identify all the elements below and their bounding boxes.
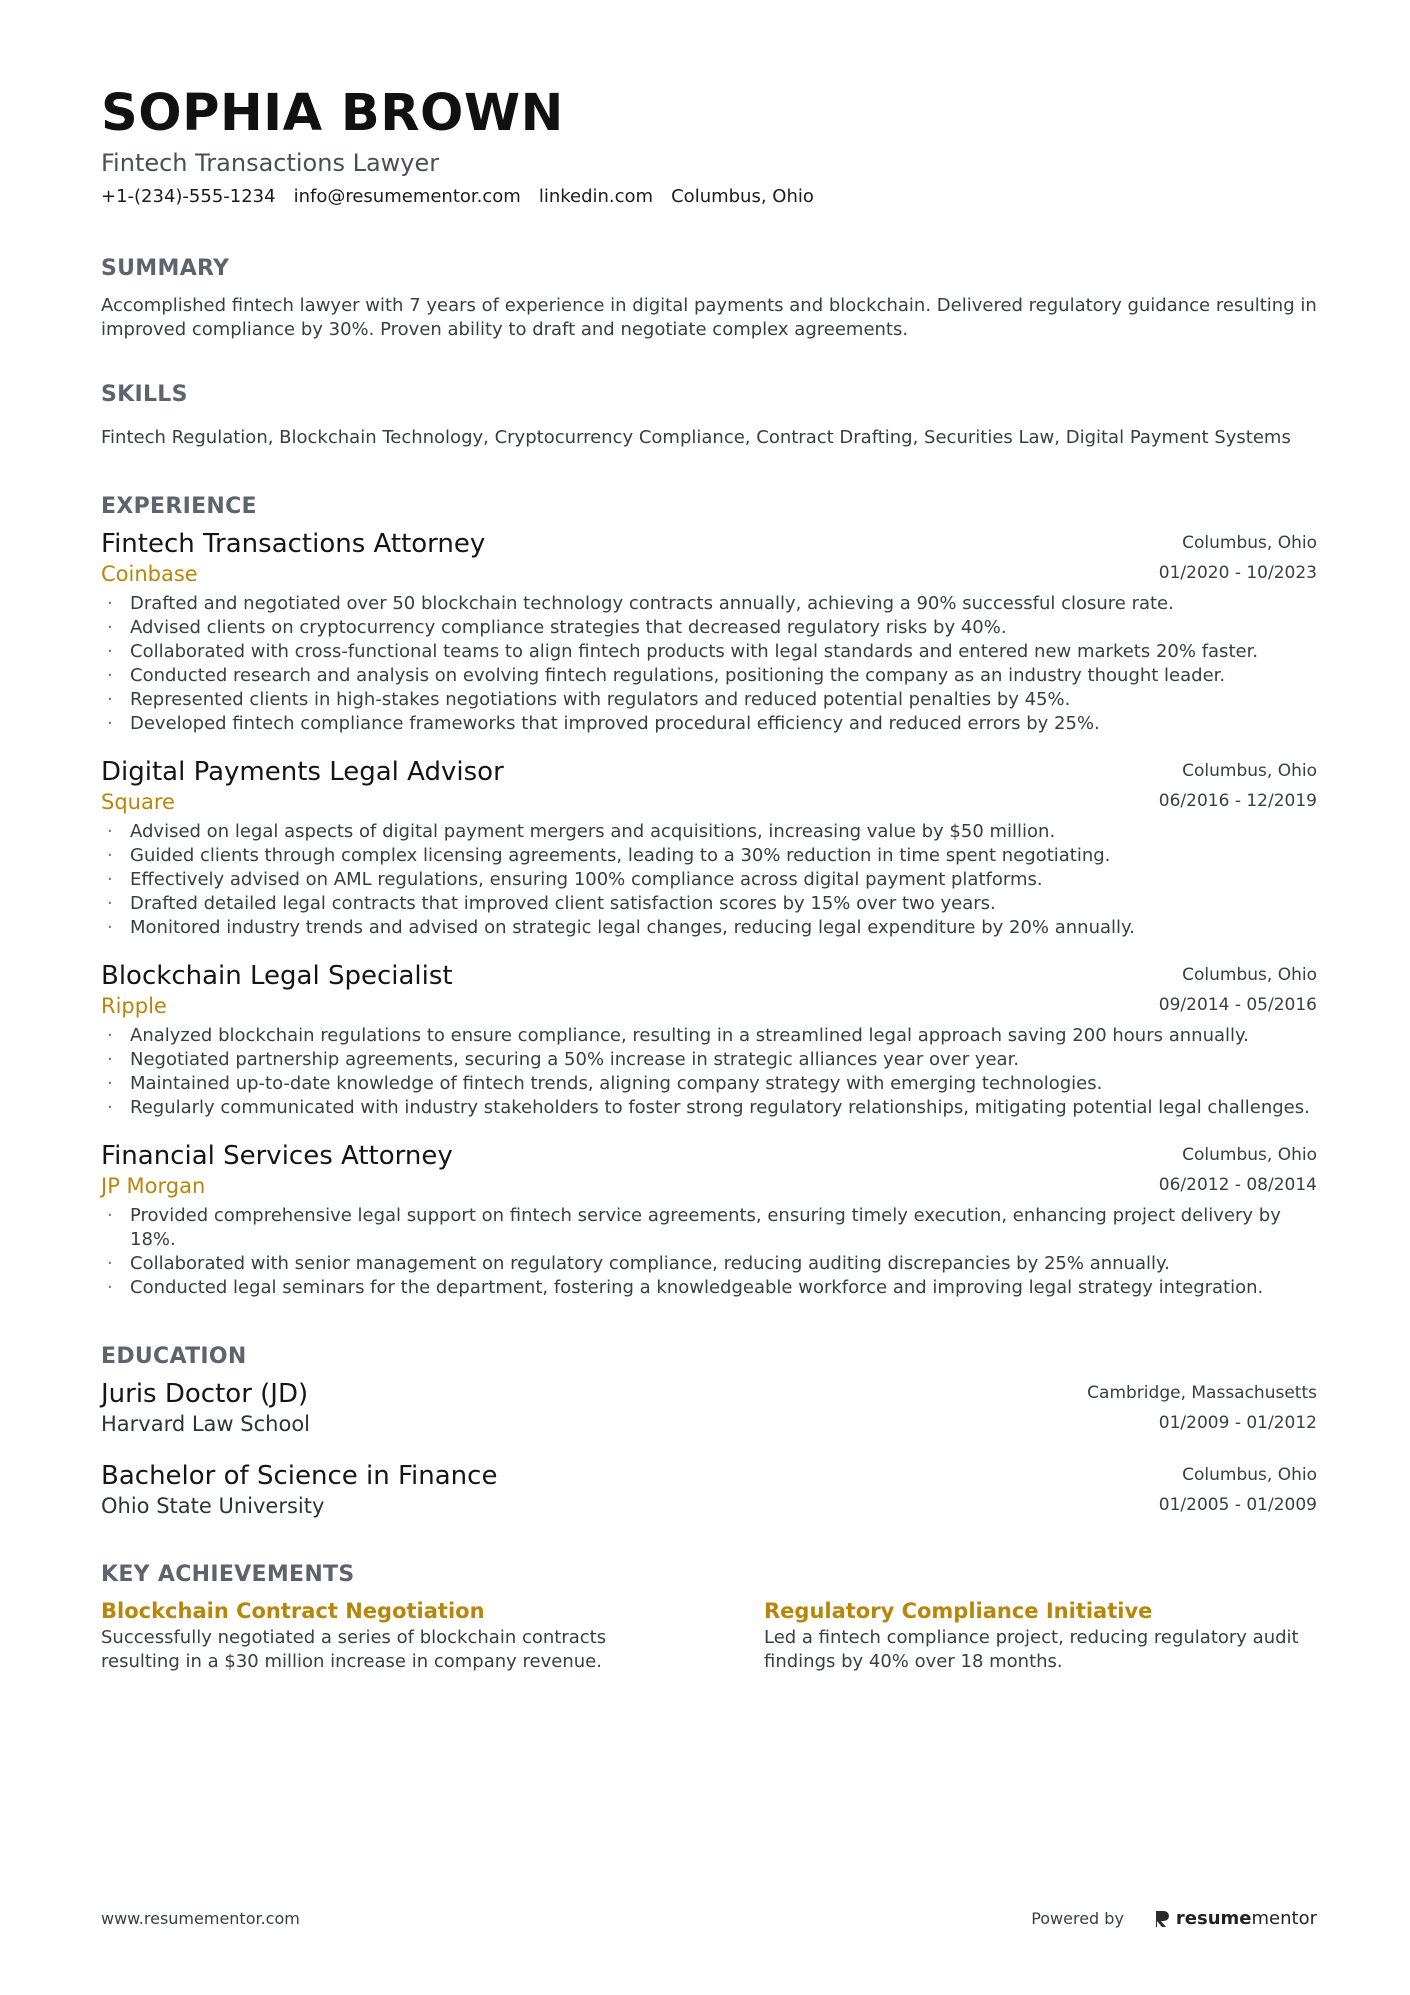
job-location: Columbus, Ohio bbox=[1182, 965, 1317, 985]
contact-location: Columbus, Ohio bbox=[671, 186, 814, 207]
job-meta bbox=[1159, 960, 1317, 1020]
achievement-item bbox=[764, 1596, 1317, 1674]
footer-branding bbox=[1031, 1908, 1317, 1929]
job-title-block bbox=[101, 960, 453, 1020]
job-title: Digital Payments Legal Advisor bbox=[101, 757, 504, 787]
degree-title: Juris Doctor (JD) bbox=[101, 1379, 309, 1409]
education-dates: 01/2009 - 01/2012 bbox=[1158, 1413, 1317, 1433]
job-bullets bbox=[101, 592, 1317, 736]
job-bullet: · Analyzed blockchain regulations to ensure compliance, resulting in a streamlined legal approach saving 200 hours annually. bbox=[101, 1024, 1317, 1048]
job-header bbox=[101, 756, 1317, 816]
job-bullet: · Drafted and negotiated over 50 blockchain technology contracts annually, achieving a 90% successful closure rate. bbox=[101, 592, 1317, 616]
achievements-grid bbox=[101, 1596, 1317, 1674]
job-dates: 01/2020 - 10/2023 bbox=[1158, 563, 1317, 583]
job-header bbox=[101, 528, 1317, 588]
job-company: JP Morgan bbox=[101, 1174, 206, 1198]
brand-logo-link[interactable] bbox=[1154, 1908, 1317, 1929]
job-bullet: · Advised clients on cryptocurrency compliance strategies that decreased regulatory risks by 40%. bbox=[101, 616, 1317, 640]
job-bullets bbox=[101, 820, 1317, 940]
achievement-text: Successfully negotiated a series of blockchain contracts resulting in a $30 million increase in company revenue. bbox=[101, 1627, 607, 1672]
resumementor-logo-icon bbox=[1154, 1909, 1170, 1929]
job-dates: 06/2012 - 08/2014 bbox=[1158, 1175, 1317, 1195]
achievement-item bbox=[101, 1596, 654, 1674]
job-bullet: · Advised on legal aspects of digital payment mergers and acquisitions, increasing value by $50 million. bbox=[101, 820, 1317, 844]
job-dates: 06/2016 - 12/2019 bbox=[1158, 791, 1317, 811]
job-company: Ripple bbox=[101, 994, 167, 1018]
achievement-title: Blockchain Contract Negotiation bbox=[101, 1599, 485, 1623]
job-header bbox=[101, 1140, 1317, 1200]
job-title-block bbox=[101, 756, 504, 816]
education-heading: EDUCATION bbox=[101, 1344, 247, 1369]
job-bullet: · Collaborated with cross-functional teams to align fintech products with legal standards and entered new markets 20% faster. bbox=[101, 640, 1317, 664]
contact-email: info@resumementor.com bbox=[293, 186, 521, 207]
job-title-block bbox=[101, 528, 485, 588]
education-entry bbox=[101, 1378, 1317, 1438]
footer-website-link[interactable]: www.resumementor.com bbox=[101, 1909, 300, 1928]
resume-page bbox=[101, 82, 1317, 1674]
job-bullet: · Developed fintech compliance frameworks that improved procedural efficiency and reduced errors by 25%. bbox=[101, 712, 1317, 736]
contact-line bbox=[101, 184, 1317, 210]
education-meta bbox=[1087, 1378, 1317, 1438]
job-bullets bbox=[101, 1204, 1317, 1300]
education-meta bbox=[1159, 1460, 1317, 1520]
job-bullet: · Collaborated with senior management on regulatory compliance, reducing auditing discrepancies by 25% annually. bbox=[101, 1252, 1317, 1276]
job-bullet: · Monitored industry trends and advised on strategic legal changes, reducing legal expenditure by 20% annually. bbox=[101, 916, 1317, 940]
brand-name-rest: mentor bbox=[1251, 1908, 1317, 1929]
job-title: Fintech Transactions Attorney bbox=[101, 529, 486, 559]
job-meta bbox=[1159, 756, 1317, 816]
skills-heading: SKILLS bbox=[101, 382, 188, 407]
degree-title: Bachelor of Science in Finance bbox=[101, 1461, 498, 1491]
job-bullet: · Maintained up-to-date knowledge of fintech trends, aligning company strategy with emerging technologies. bbox=[101, 1072, 1317, 1096]
job-entry bbox=[101, 756, 1317, 940]
education-header bbox=[101, 1460, 1317, 1520]
resume-header bbox=[101, 82, 1317, 210]
job-entry bbox=[101, 960, 1317, 1120]
achievement-title: Regulatory Compliance Initiative bbox=[764, 1599, 1153, 1623]
education-title-block bbox=[101, 1378, 310, 1438]
job-bullet: · Effectively advised on AML regulations, ensuring 100% compliance across digital payment platforms. bbox=[101, 868, 1317, 892]
job-bullet: · Conducted legal seminars for the department, fostering a knowledgeable workforce and improving legal strategy integration. bbox=[101, 1276, 1317, 1300]
contact-phone: +1-(234)-555-1234 bbox=[101, 186, 276, 207]
education-section bbox=[101, 1342, 1317, 1520]
job-location: Columbus, Ohio bbox=[1182, 1145, 1317, 1165]
achievements-heading: KEY ACHIEVEMENTS bbox=[101, 1562, 355, 1587]
job-bullet: · Represented clients in high-stakes negotiations with regulators and reduced potential penalties by 45%. bbox=[101, 688, 1317, 712]
job-title-block bbox=[101, 1140, 453, 1200]
summary-section bbox=[101, 254, 1317, 342]
candidate-name: SOPHIA BROWN bbox=[101, 84, 564, 143]
contact-linkedin: linkedin.com bbox=[538, 186, 654, 207]
job-title: Blockchain Legal Specialist bbox=[101, 961, 453, 991]
education-dates: 01/2005 - 01/2009 bbox=[1158, 1495, 1317, 1515]
summary-text: Accomplished fintech lawyer with 7 years of experience in digital payments and blockchain. Delivered regulatory guidance resulting in improved compliance by 30%. Proven ability to draft and negotiate complex agreements. bbox=[101, 295, 1317, 340]
school-name: Ohio State University bbox=[101, 1494, 325, 1518]
experience-heading: EXPERIENCE bbox=[101, 494, 257, 519]
education-location: Cambridge, Massachusetts bbox=[1087, 1383, 1317, 1403]
job-bullet: · Regularly communicated with industry stakeholders to foster strong regulatory relationships, mitigating potential legal challenges. bbox=[101, 1096, 1317, 1120]
summary-heading: SUMMARY bbox=[101, 256, 230, 281]
page-footer bbox=[101, 1908, 1317, 1929]
job-bullet: · Conducted research and analysis on evolving fintech regulations, positioning the company as an industry thought leader. bbox=[101, 664, 1317, 688]
job-meta bbox=[1159, 528, 1317, 588]
powered-by-label: Powered by bbox=[1031, 1909, 1124, 1928]
job-entry bbox=[101, 528, 1317, 736]
job-bullet: · Drafted detailed legal contracts that improved client satisfaction scores by 15% over two years. bbox=[101, 892, 1317, 916]
job-title: Financial Services Attorney bbox=[101, 1141, 453, 1171]
education-header bbox=[101, 1378, 1317, 1438]
school-name: Harvard Law School bbox=[101, 1412, 310, 1436]
job-bullet: · Provided comprehensive legal support on fintech service agreements, ensuring timely execution, enhancing project delivery by 18%. bbox=[101, 1204, 1317, 1252]
achievements-section bbox=[101, 1560, 1317, 1674]
skills-section bbox=[101, 380, 1317, 450]
experience-section bbox=[101, 492, 1317, 1300]
job-header bbox=[101, 960, 1317, 1020]
job-company: Square bbox=[101, 790, 175, 814]
job-location: Columbus, Ohio bbox=[1182, 761, 1317, 781]
job-location: Columbus, Ohio bbox=[1182, 533, 1317, 553]
brand-name-bold: resume bbox=[1175, 1908, 1252, 1929]
job-bullet: · Negotiated partnership agreements, securing a 50% increase in strategic alliances year over year. bbox=[101, 1048, 1317, 1072]
education-title-block bbox=[101, 1460, 497, 1520]
skills-text: Fintech Regulation, Blockchain Technology, Cryptocurrency Compliance, Contract Drafting, Securities Law, Digital Payment Systems bbox=[101, 427, 1291, 448]
candidate-title: Fintech Transactions Lawyer bbox=[101, 149, 440, 177]
job-entry bbox=[101, 1140, 1317, 1300]
job-bullet: · Guided clients through complex licensing agreements, leading to a 30% reduction in time spent negotiating. bbox=[101, 844, 1317, 868]
job-company: Coinbase bbox=[101, 562, 198, 586]
job-bullets bbox=[101, 1024, 1317, 1120]
education-entry bbox=[101, 1460, 1317, 1520]
education-location: Columbus, Ohio bbox=[1182, 1465, 1317, 1485]
job-dates: 09/2014 - 05/2016 bbox=[1158, 995, 1317, 1015]
achievement-text: Led a fintech compliance project, reducing regulatory audit findings by 40% over 18 months. bbox=[764, 1627, 1299, 1672]
job-meta bbox=[1159, 1140, 1317, 1200]
